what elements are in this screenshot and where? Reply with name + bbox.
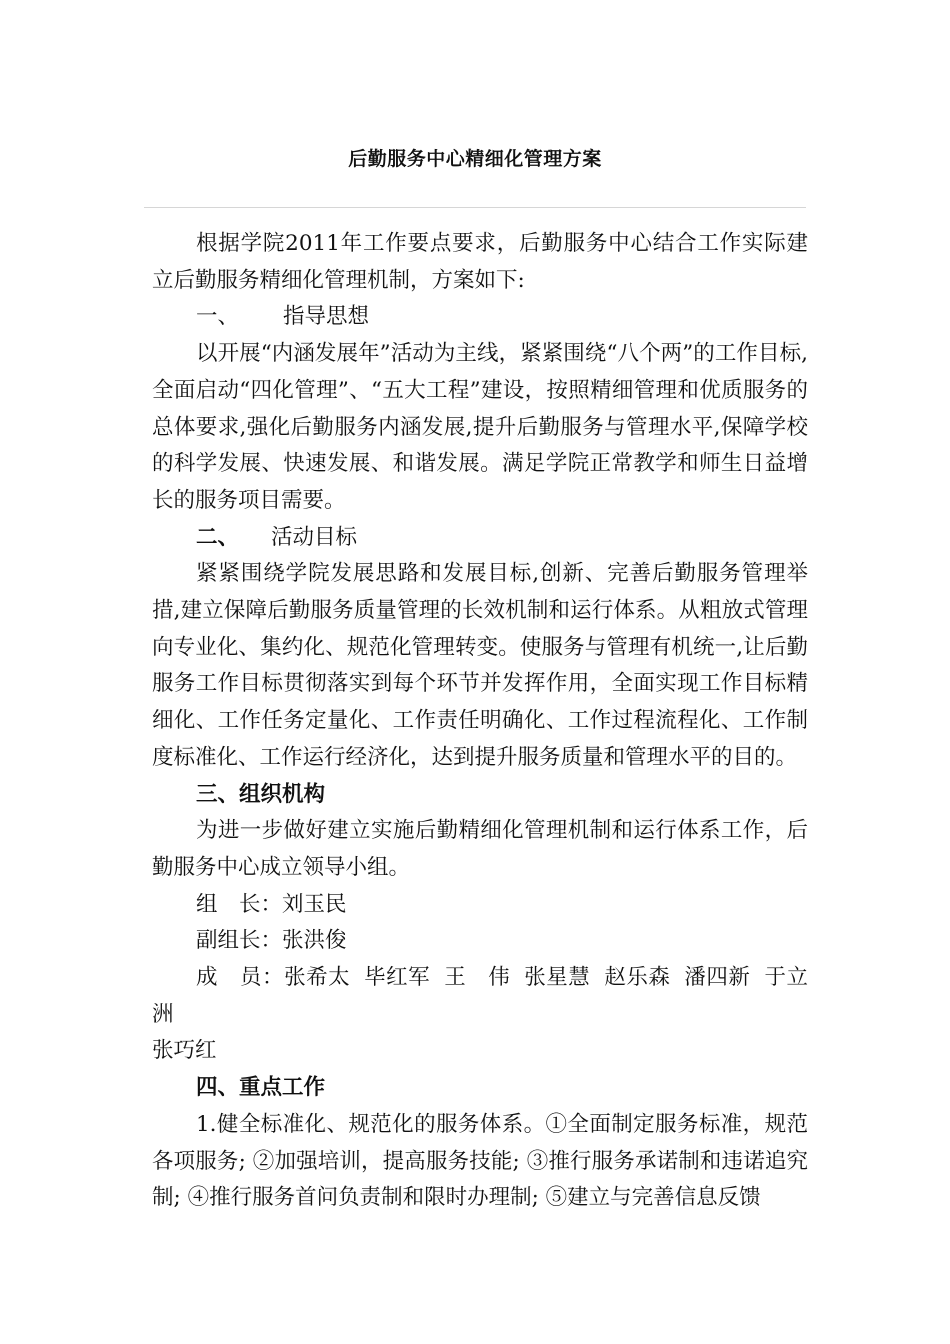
leader-name: 刘玉民 <box>282 891 347 917</box>
section-1-number: 一、 <box>196 304 240 330</box>
document-body <box>152 226 808 1217</box>
member-name: 张星慧 <box>524 965 591 991</box>
title-divider <box>144 207 806 208</box>
section-2-title: 活动目标 <box>271 524 358 550</box>
section-2-number: 二、 <box>196 524 240 550</box>
member-name: 赵乐森 <box>604 965 671 991</box>
member-name: 毕红军 <box>364 965 431 991</box>
deputy-name: 张洪俊 <box>282 928 347 954</box>
member-name: 王 伟 <box>444 965 511 991</box>
member-name: 张巧红 <box>152 1038 217 1064</box>
members-label: 成 员： <box>196 965 285 991</box>
leader-line <box>152 887 808 924</box>
section-3-heading: 三、组织机构 <box>196 781 326 807</box>
section-3-body: 为进一步做好建立实施后勤精细化管理机制和运行体系工作，后勤服务中心成立领导小组。 <box>152 818 808 880</box>
section-2-heading <box>152 520 808 557</box>
section-4-heading: 四、重点工作 <box>196 1075 326 1101</box>
section-1-body: 以开展“内涵发展年”活动为主线，紧紧围绕“八个两”的工作目标,全面启动“四化管理”、“五大工程”建设，按照精细管理和优质服务的总体要求,强化后勤服务内涵发展,提升后勤服务与管理水平,保障学校的科学发展、快速发展、和谐发展。满足学院正常教学和师生日益增长的服务项目需要。 <box>152 341 808 513</box>
intro-paragraph: 根据学院2011年工作要点要求，后勤服务中心结合工作实际建立后勤服务精细化管理机制，方案如下: <box>152 231 808 293</box>
member-name: 潘四新 <box>684 965 751 991</box>
member-name: 张希太 <box>284 965 351 991</box>
member-name: 于立洲 <box>152 965 808 1027</box>
section-4-body: 1.健全标准化、规范化的服务体系。①全面制定服务标准，规范各项服务; ②加强培训，提高服务技能; ③推行服务承诺制和违诺追究制; ④推行服务首问负责制和限时办理制; ⑤建立与完善信息反馈 <box>152 1111 808 1211</box>
leader-label: 组 长： <box>196 891 283 917</box>
deputy-label: 副组长： <box>196 928 283 954</box>
document-title: 后勤服务中心精细化管理方案 <box>348 148 602 170</box>
section-1-title: 指导思想 <box>283 304 370 330</box>
section-1-heading <box>152 299 808 336</box>
section-2-body: 紧紧围绕学院发展思路和发展目标,创新、完善后勤服务管理举措,建立保障后勤服务质量管理的长效机制和运行体系。从粗放式管理向专业化、集约化、规范化管理转变。使服务与管理有机统一,让后勤服务工作目标贯彻落实到每个环节并发挥作用，全面实现工作目标精细化、工作任务定量化、工作责任明确化、工作过程流程化、工作制度标准化、工作运行经济化，达到提升服务质量和管理水平的目的。 <box>152 561 808 770</box>
members-line <box>152 960 808 1070</box>
deputy-line <box>152 923 808 960</box>
